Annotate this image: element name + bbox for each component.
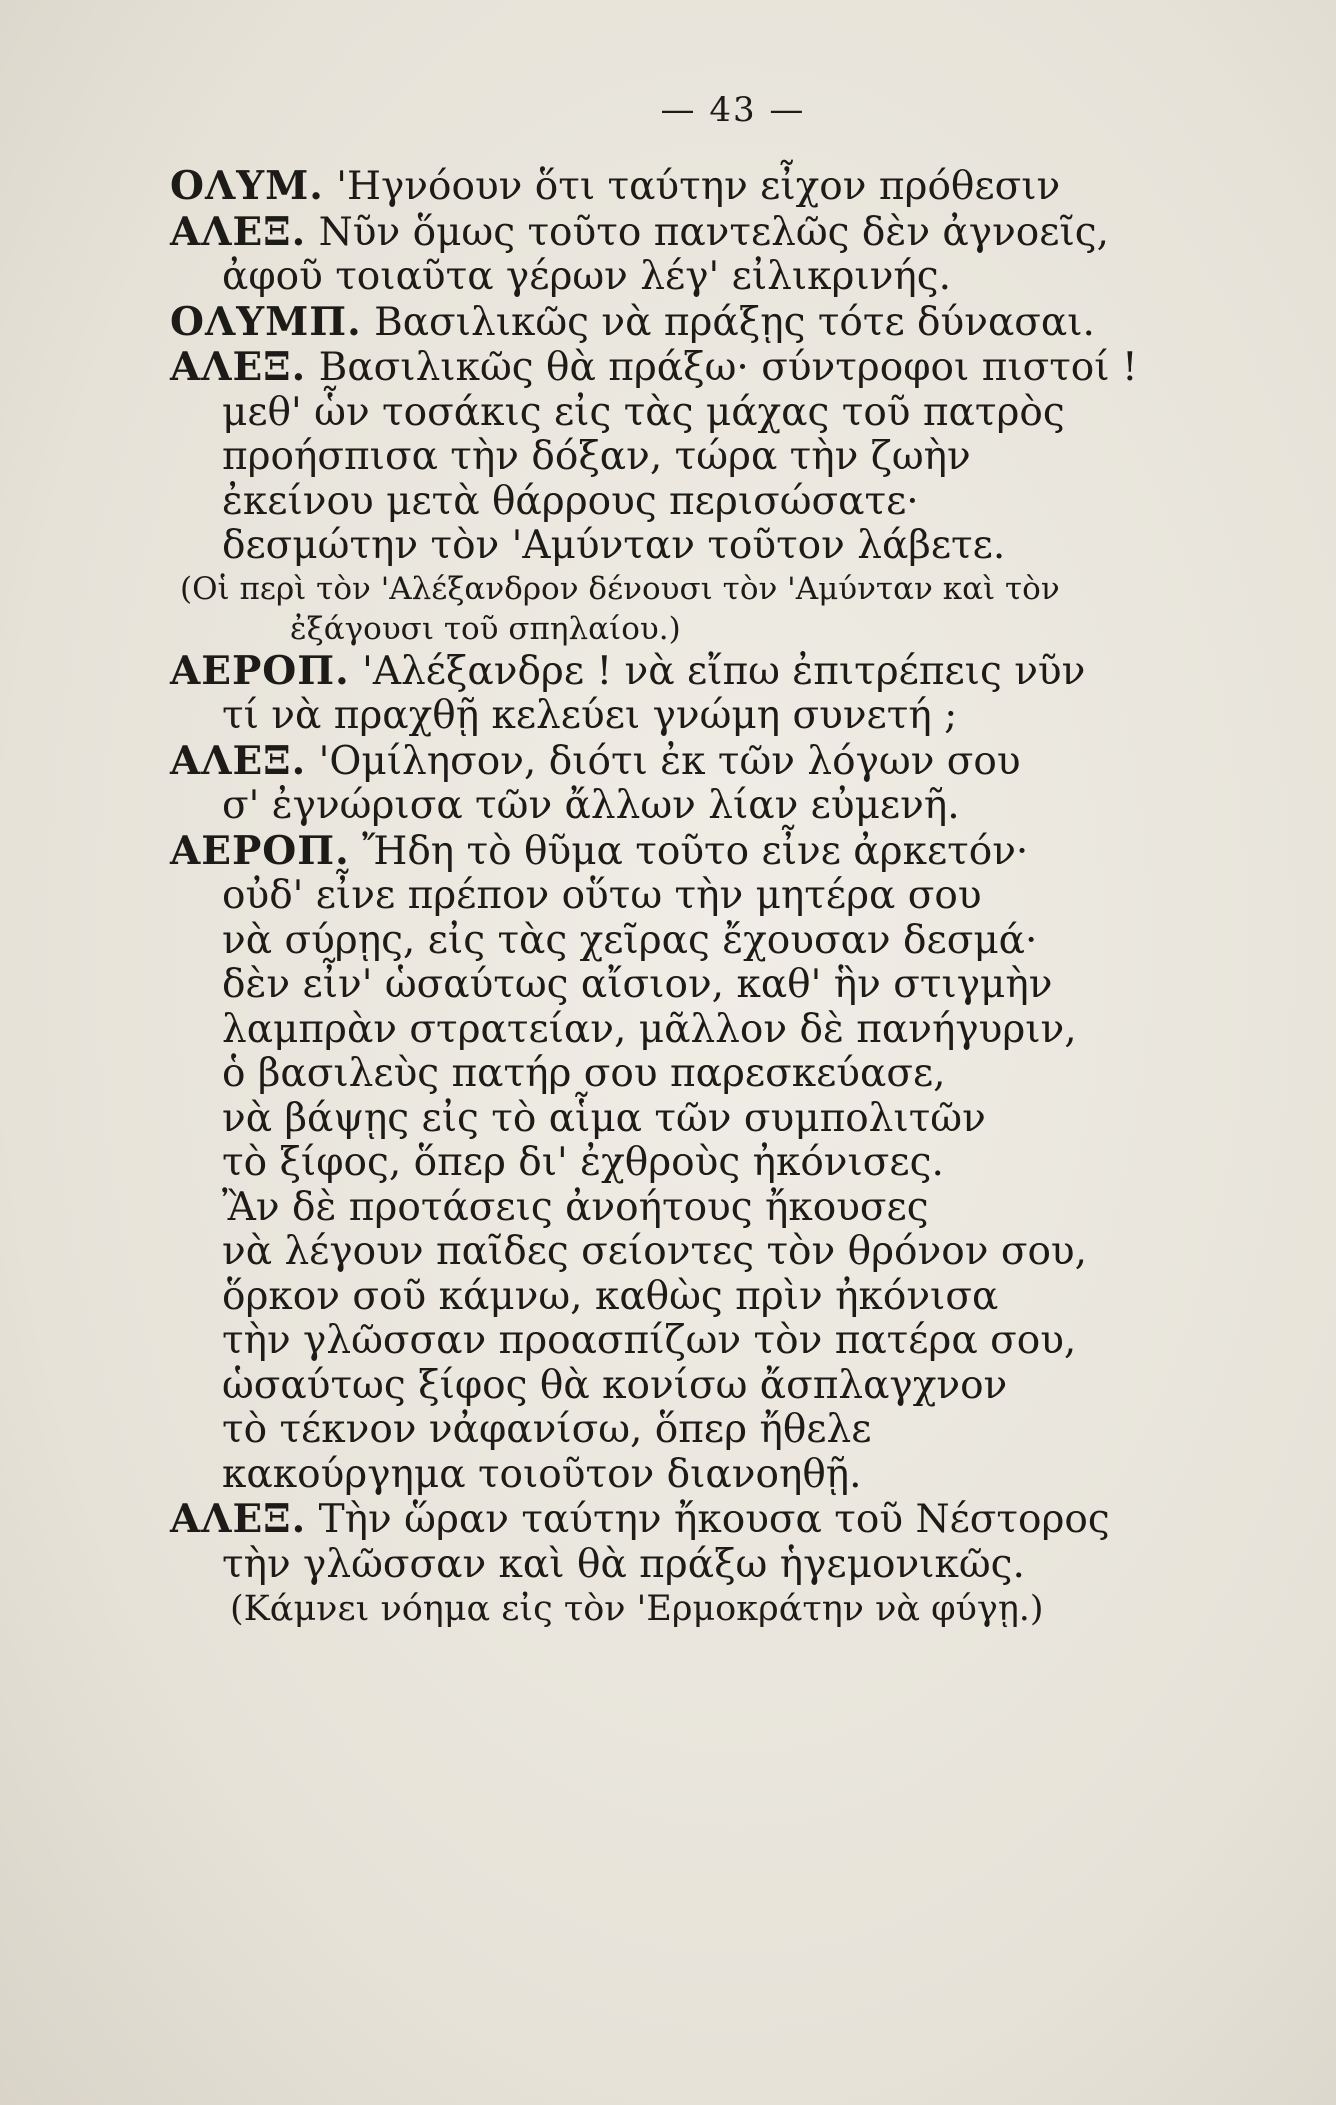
line-text: ὡσαύτως ξίφος θὰ κονίσω ἄσπλαγχνον: [222, 1362, 1008, 1408]
stage-direction: ἐξάγουσι τοῦ σπηλαίου.): [290, 610, 681, 647]
line-text: τὸ ξίφος, ὅπερ δι' ἐχθροὺς ἠκόνισες.: [222, 1140, 944, 1185]
line-text: 'Ηγνόουν ὅτι ταύτην εἶχον πρόθεσιν: [336, 164, 1061, 209]
line-text: Τὴν ὥραν ταύτην ἤκουσα τοῦ Νέστορος: [318, 1497, 1110, 1542]
verse-text: [170, 164, 1236, 1632]
speaker-line: [170, 829, 1236, 875]
speaker-line: [170, 210, 1236, 256]
verse-line: [170, 609, 1236, 649]
line-text: νὰ λέγουν παῖδες σείοντες τὸν θρόνον σου,: [222, 1229, 1088, 1274]
verse-line: [170, 1008, 1236, 1053]
line-text: Βασιλικῶς θὰ πράξω· σύντροφοι πιστοί !: [318, 345, 1138, 390]
verse-line: [170, 1097, 1236, 1142]
verse-line: [170, 435, 1236, 480]
line-text: Ἂν δὲ προτάσεις ἀνοήτους ἤκουσες: [222, 1184, 929, 1230]
verse-line: [170, 1230, 1236, 1275]
stage-direction: (Οἱ περὶ τὸν 'Αλέξανδρον δένουσι τὸν 'Αμύνταν καὶ τὸν: [180, 570, 1060, 607]
speaker-line: [170, 649, 1236, 695]
verse-line: [170, 963, 1236, 1008]
line-text: κακούργημα τοιοῦτον διανοηθῇ.: [222, 1451, 862, 1497]
verse-line: [170, 1364, 1236, 1409]
speaker-name: ΑΛΕΞ.: [170, 208, 307, 255]
verse-line: [170, 919, 1236, 964]
speaker-line: [170, 1497, 1236, 1543]
verse-line: [170, 524, 1236, 569]
verse-line: [170, 1275, 1236, 1320]
line-text: λαμπρὰν στρατείαν, μᾶλλον δὲ πανήγυριν,: [222, 1006, 1077, 1052]
line-text: νὰ βάψῃς εἰς τὸ αἷμα τῶν συμπολιτῶν: [222, 1095, 986, 1141]
line-text: Νῦν ὅμως τοῦτο παντελῶς δὲν ἀγνοεῖς,: [318, 209, 1109, 255]
line-text: δεσμώτην τὸν 'Αμύνταν τοῦτον λάβετε.: [222, 523, 1006, 568]
line-text: νὰ σύρῃς, εἰς τὰς χεῖρας ἔχουσαν δεσμά·: [222, 917, 1038, 963]
line-text: τὸ τέκνον νἀφανίσω, ὅπερ ἤθελε: [222, 1407, 872, 1452]
line-text: τὴν γλῶσσαν προασπίζων τὸν πατέρα σου,: [222, 1318, 1077, 1363]
speaker-name: ΑΕΡΟΠ.: [170, 827, 350, 874]
line-text: ὁ βασιλεὺς πατήρ σου παρεσκεύασε,: [222, 1051, 946, 1096]
verse-line: [170, 1052, 1236, 1097]
line-text: τί νὰ πραχθῇ κελεύει γνώμη συνετή ;: [222, 693, 958, 738]
line-text: οὐδ' εἶνε πρέπον οὕτω τὴν μητέρα σου: [222, 873, 982, 918]
line-text: προήσπισα τὴν δόξαν, τώρα τὴν ζωὴν: [222, 434, 971, 479]
line-text: τὴν γλῶσσαν καὶ θὰ πράξω ἡγεμονικῶς.: [222, 1541, 1025, 1587]
line-text: 'Ομίλησον, διότι ἐκ τῶν λόγων σου: [318, 738, 1021, 784]
line-text: ἀφοῦ τοιαῦτα γέρων λέγ' εἰλικρινής.: [222, 254, 952, 299]
speaker-name: ΑΕΡΟΠ.: [170, 647, 350, 694]
speaker-name: ΟΛΥΜ.: [170, 163, 324, 209]
speaker-name: ΑΛΕΞ.: [170, 344, 307, 390]
line-text: μεθ' ὧν τοσάκις εἰς τὰς μάχας τοῦ πατρὸς: [222, 389, 1065, 435]
speaker-name: ΟΛΥΜΠ.: [170, 298, 362, 345]
verse-line: [170, 480, 1236, 525]
speaker-line: [170, 300, 1236, 346]
line-text: σ' ἐγνώρισα τῶν ἄλλων λίαν εὐμενῆ.: [222, 783, 960, 828]
line-text: δὲν εἶν' ὡσαύτως αἴσιον, καθ' ἣν στιγμὴν: [222, 962, 1053, 1007]
verse-line: [170, 1319, 1236, 1364]
line-text: 'Αλέξανδρε ! νὰ εἴπω ἐπιτρέπεις νῦν: [362, 648, 1086, 694]
speaker-name: ΑΛΕΞ.: [170, 737, 307, 784]
stage-direction: (Κάμνει νόημα εἰς τὸν 'Ερμοκράτην νὰ φύγῃ.): [230, 1589, 1044, 1629]
verse-line: [170, 1186, 1236, 1231]
line-text: ὅρκον σοῦ κάμνω, καθὼς πρὶν ἠκόνισα: [222, 1273, 999, 1319]
verse-line: [170, 694, 1236, 739]
line-text: ἐκείνου μετὰ θάρρους περισώσατε·: [222, 478, 919, 524]
speaker-line: [170, 164, 1236, 210]
verse-line: [170, 1141, 1236, 1186]
verse-line: [170, 1408, 1236, 1453]
speaker-line: [170, 345, 1236, 391]
line-text: Βασιλικῶς νὰ πράξῃς τότε δύνασαι.: [374, 299, 1095, 345]
verse-line: [170, 1543, 1236, 1588]
verse-line: [170, 255, 1236, 300]
speaker-name: ΑΛΕΞ.: [170, 1496, 307, 1542]
verse-line: [170, 1453, 1236, 1498]
verse-line: [170, 1587, 1236, 1632]
line-text: Ἤδη τὸ θῦμα τοῦτο εἶνε ἀρκετόν·: [362, 828, 1029, 874]
speaker-line: [170, 739, 1236, 785]
verse-line: [170, 874, 1236, 919]
page-number: — 43 —: [660, 90, 806, 130]
verse-line: [170, 569, 1236, 609]
verse-line: [170, 784, 1236, 829]
verse-line: [170, 391, 1236, 436]
